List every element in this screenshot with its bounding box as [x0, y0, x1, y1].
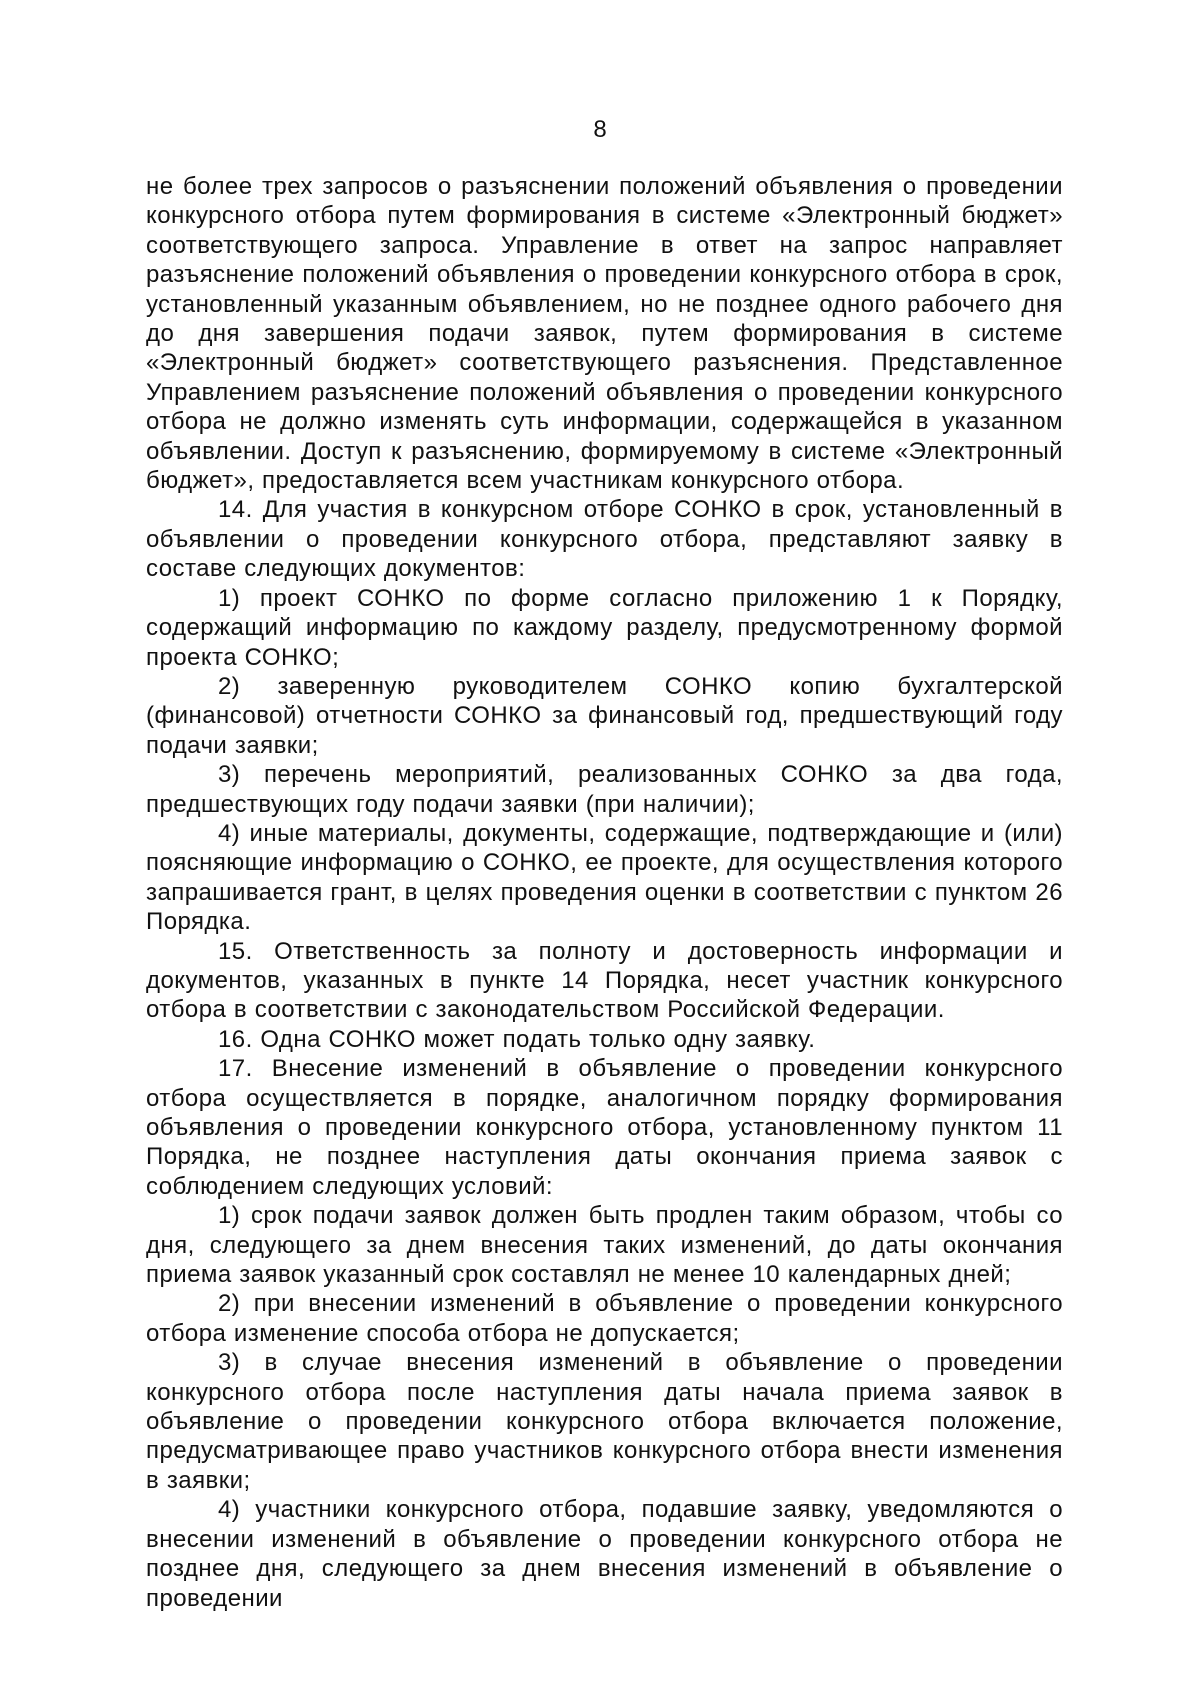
- paragraph: 17. Внесение изменений в объявление о проведении конкурсного отбора осуществляется в порядке, аналогичном порядку формирования объявления о проведении конкурсного отбора, установленному пунктом 11 Порядка, не позднее наступления даты окончания приема заявок с соблюдением следующих условий:: [146, 1055, 1063, 1200]
- paragraph: 15. Ответственность за полноту и достоверность информации и документов, указанных в пункте 14 Порядка, несет участник конкурсного отбора в соответствии с законодательством Российской Федерации.: [146, 937, 1063, 1024]
- paragraph: 2) при внесении изменений в объявление о проведении конкурсного отбора изменение способа отбора не допускается;: [146, 1290, 1063, 1347]
- page-number: 8: [593, 116, 607, 143]
- paragraph: 1) проект СОНКО по форме согласно приложению 1 к Порядку, содержащий информацию по каждому разделу, предусмотренному формой проекта СОНКО;: [146, 584, 1063, 671]
- paragraph: 2) заверенную руководителем СОНКО копию бухгалтерской (финансовой) отчетности СОНКО за финансовый год, предшествующий году подачи заявки;: [146, 672, 1063, 759]
- paragraph: 16. Одна СОНКО может подать только одну заявку.: [218, 1025, 816, 1053]
- paragraph: 3) в случае внесения изменений в объявление о проведении конкурсного отбора после наступления даты начала приема заявок в объявление о проведении конкурсного отбора включается положение, предусматривающее право участников конкурсного отбора внести изменения в заявки;: [146, 1349, 1063, 1494]
- paragraph: 4) участники конкурсного отбора, подавшие заявку, уведомляются о внесении изменений в объявление о проведении конкурсного отбора не позднее дня, следующего за днем внесения изменений в объявление о проведении: [146, 1496, 1063, 1612]
- paragraph: 4) иные материалы, документы, содержащие, подтверждающие и (или) поясняющие информацию о СОНКО, ее проекте, для осуществления которого запрашивается грант, в целях проведения оценки в соответствии с пунктом 26 Порядка.: [146, 819, 1063, 936]
- paragraph: не более трех запросов о разъяснении положений объявления о проведении конкурсного отбора путем формирования в системе «Электронный бюджет» соответствующего запроса. Управление в ответ на запрос направляет разъяснение положений объявления о проведении конкурсного отбора в срок, установленный указанным объявлением, но не позднее одного рабочего дня до дня завершения подачи заявок, путем формирования в системе «Электронный бюджет» соответствующего разъяснения. Представленное Управлением разъяснение положений объявления о проведении конкурсного отбора не должно изменять суть информации, содержащейся в указанном объявлении. Доступ к разъяснению, формируемому в системе «Электронный бюджет», предоставляется всем участникам конкурсного отбора.: [146, 173, 1063, 495]
- paragraph: 1) срок подачи заявок должен быть продлен таким образом, чтобы со дня, следующего за днем внесения таких изменений, до даты окончания приема заявок указанный срок составлял не менее 10 календарных дней;: [146, 1202, 1063, 1289]
- document-body: [146, 172, 1063, 1613]
- paragraph: 3) перечень мероприятий, реализованных СОНКО за два года, предшествующих году подачи заявки (при наличии);: [146, 761, 1063, 818]
- paragraph: 14. Для участия в конкурсном отборе СОНКО в срок, установленный в объявлении о проведении конкурсного отбора, представляют заявку в составе следующих документов:: [146, 496, 1063, 583]
